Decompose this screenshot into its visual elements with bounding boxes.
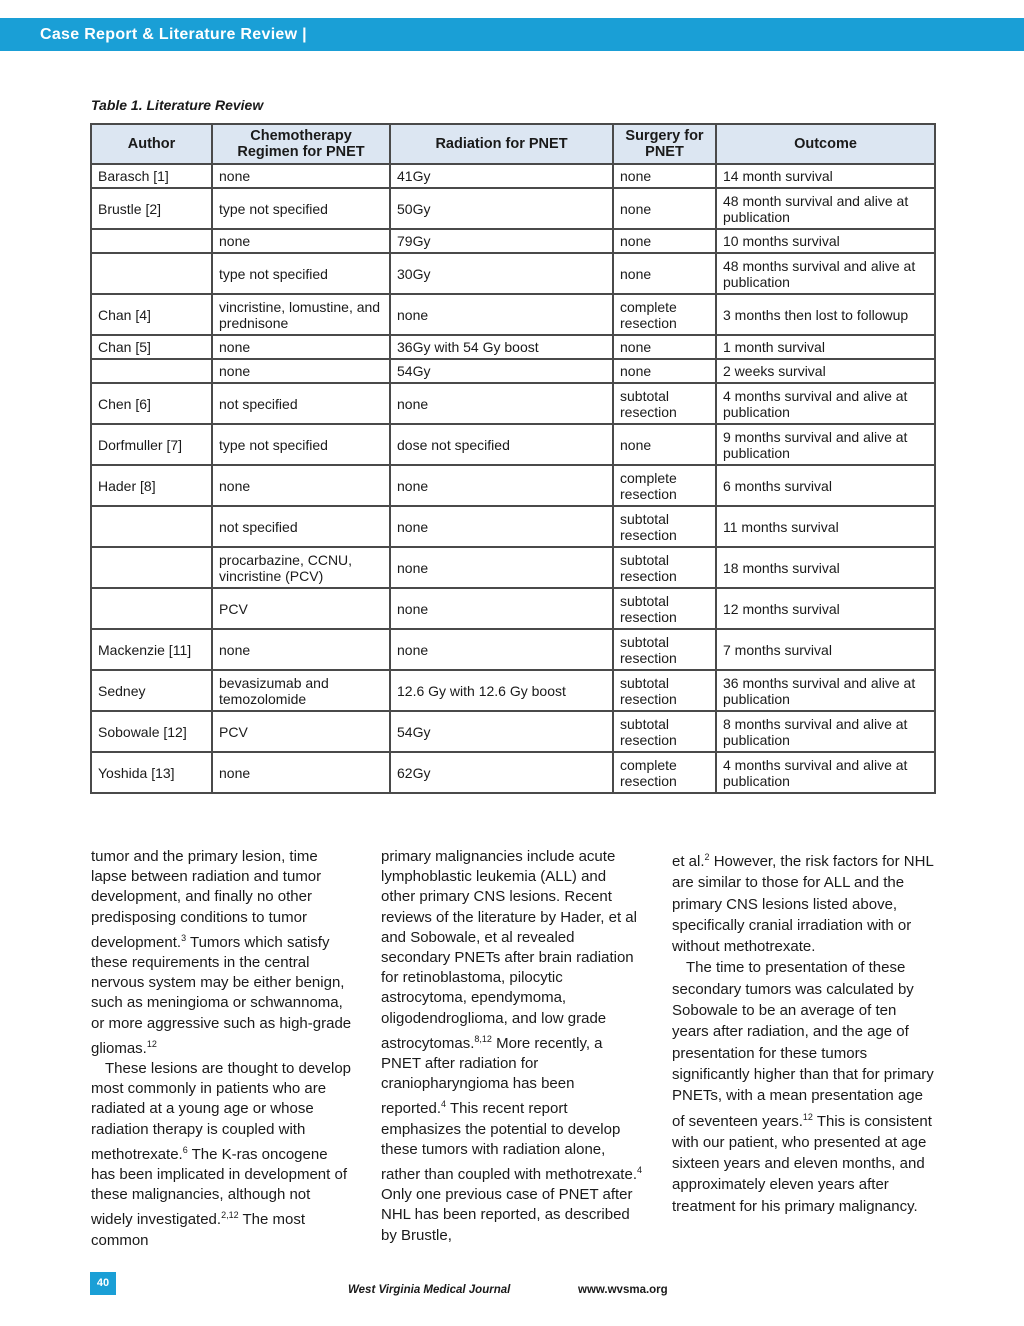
cell-radiation: 54Gy — [390, 359, 613, 383]
cell-author: Sobowale [12] — [91, 711, 212, 752]
section-banner — [0, 18, 1024, 51]
cell-surgery: complete resection — [613, 294, 716, 335]
cell-chemotherapy: type not specified — [212, 253, 390, 294]
cell-surgery: subtotal resection — [613, 588, 716, 629]
cell-surgery: subtotal resection — [613, 547, 716, 588]
cell-chemotherapy: not specified — [212, 383, 390, 424]
cell-chemotherapy: none — [212, 164, 390, 188]
cell-chemotherapy: PCV — [212, 588, 390, 629]
table-row — [91, 588, 935, 629]
cell-surgery: none — [613, 335, 716, 359]
cell-radiation: none — [390, 588, 613, 629]
cell-outcome: 48 months survival and alive at publication — [716, 253, 935, 294]
body-text: However, the risk factors for NHL are similar to those for ALL and the primary CNS lesions listed above, specifically cranial irradiation with or without methotrexate. — [672, 853, 934, 956]
body-text: et al. — [672, 853, 705, 870]
header-surgery: Surgery for PNET — [613, 124, 716, 164]
body-text: This recent report emphasizes the potential to develop these tumors with radiation alone, rather than coupled with methotrexate. — [381, 1100, 637, 1184]
cell-surgery: none — [613, 359, 716, 383]
cell-chemotherapy: none — [212, 629, 390, 670]
cell-author: Dorfmuller [7] — [91, 424, 212, 465]
cell-outcome: 10 months survival — [716, 229, 935, 253]
cell-outcome: 11 months survival — [716, 506, 935, 547]
journal-url: www.wvsma.org — [578, 1284, 668, 1296]
citation-superscript: 2,12 — [221, 1210, 239, 1221]
table-row — [91, 547, 935, 588]
cell-outcome: 9 months survival and alive at publication — [716, 424, 935, 465]
body-text: These lesions are thought to develop most commonly in patients who are radiated at a young age or whose radiation therapy is coupled with methotrexate. — [91, 1060, 351, 1163]
cell-chemotherapy: type not specified — [212, 188, 390, 229]
cell-surgery: subtotal resection — [613, 670, 716, 711]
cell-surgery: subtotal resection — [613, 506, 716, 547]
table-row — [91, 465, 935, 506]
cell-author — [91, 506, 212, 547]
table-row — [91, 253, 935, 294]
cell-chemotherapy: none — [212, 229, 390, 253]
table-row — [91, 752, 935, 793]
cell-radiation: none — [390, 506, 613, 547]
cell-surgery: none — [613, 188, 716, 229]
cell-chemotherapy: procarbazine, CCNU, vincristine (PCV) — [212, 547, 390, 588]
cell-outcome: 1 month survival — [716, 335, 935, 359]
cell-surgery: none — [613, 253, 716, 294]
citation-superscript: 2 — [704, 852, 710, 862]
cell-surgery: subtotal resection — [613, 629, 716, 670]
body-column-3 — [672, 847, 936, 1217]
page-number: 40 — [90, 1272, 116, 1295]
header-radiation: Radiation for PNET — [390, 124, 613, 164]
cell-author: Barasch [1] — [91, 164, 212, 188]
table-row — [91, 359, 935, 383]
body-text: The K-ras oncogene has been implicated in development of these malignancies, although not widely investigated. — [91, 1145, 347, 1229]
body-paragraph — [672, 847, 936, 957]
table-row — [91, 294, 935, 335]
body-text: Only one previous case of PNET after NHL has been reported, as described by Brustle, — [381, 1186, 633, 1244]
table-row — [91, 188, 935, 229]
table-row — [91, 229, 935, 253]
cell-outcome: 3 months then lost to followup — [716, 294, 935, 335]
body-text: More recently, a PNET after radiation for craniopharyngioma has been reported. — [381, 1034, 603, 1118]
table-row — [91, 670, 935, 711]
body-text: This is consistent with our patient, who presented at age sixteen years and eleven months, and approximately eleven years after treatment for his primary malignancy. — [672, 1112, 932, 1215]
body-text: primary malignancies include acute lymphoblastic leukemia (ALL) and other primary CNS lesions. Recent reviews of the literature by Hader, et al and Sobowale, et al revealed secondary PNETs after brain radiation for retinoblastoma, pilocytic astrocytoma, ependymoma, oligodendroglioma, and low grade astrocytomas. — [381, 848, 637, 1052]
body-text: Tumors which satisfy these requirements in the central nervous system may be either benign, such as meningioma or schwannoma, or more aggressive such as high-grade gliomas. — [91, 933, 352, 1057]
cell-chemotherapy: not specified — [212, 506, 390, 547]
cell-outcome: 14 month survival — [716, 164, 935, 188]
cell-chemotherapy: type not specified — [212, 424, 390, 465]
body-paragraph — [672, 957, 936, 1217]
cell-radiation: none — [390, 465, 613, 506]
header-chemotherapy: Chemotherapy Regimen for PNET — [212, 124, 390, 164]
cell-outcome: 36 months survival and alive at publication — [716, 670, 935, 711]
cell-author — [91, 229, 212, 253]
cell-surgery: subtotal resection — [613, 711, 716, 752]
citation-superscript: 6 — [182, 1144, 188, 1155]
cell-radiation: dose not specified — [390, 424, 613, 465]
body-paragraph — [381, 847, 643, 1246]
table-row — [91, 164, 935, 188]
cell-surgery: subtotal resection — [613, 383, 716, 424]
citation-superscript: 8,12 — [474, 1033, 492, 1044]
table-row — [91, 424, 935, 465]
table-row — [91, 383, 935, 424]
cell-radiation: 30Gy — [390, 253, 613, 294]
cell-author — [91, 588, 212, 629]
table-body — [91, 164, 935, 793]
table-row — [91, 506, 935, 547]
cell-outcome: 4 months survival and alive at publication — [716, 752, 935, 793]
cell-author — [91, 253, 212, 294]
cell-outcome: 2 weeks survival — [716, 359, 935, 383]
citation-superscript: 12 — [802, 1111, 813, 1122]
table-caption: Table 1. Literature Review — [91, 97, 264, 113]
cell-radiation: 12.6 Gy with 12.6 Gy boost — [390, 670, 613, 711]
cell-chemotherapy: PCV — [212, 711, 390, 752]
cell-radiation: 54Gy — [390, 711, 613, 752]
cell-outcome: 8 months survival and alive at publication — [716, 711, 935, 752]
cell-radiation: 41Gy — [390, 164, 613, 188]
cell-surgery: none — [613, 164, 716, 188]
citation-superscript: 4 — [441, 1099, 447, 1110]
cell-author — [91, 547, 212, 588]
cell-author: Chen [6] — [91, 383, 212, 424]
cell-author: Hader [8] — [91, 465, 212, 506]
cell-author: Mackenzie [11] — [91, 629, 212, 670]
cell-radiation: none — [390, 547, 613, 588]
table-header-row — [91, 124, 935, 164]
cell-radiation: none — [390, 383, 613, 424]
body-text: tumor and the primary lesion, time lapse between radiation and tumor development, and finally no other predisposing conditions to tumor development. — [91, 848, 322, 951]
cell-chemotherapy: none — [212, 752, 390, 793]
table-row — [91, 335, 935, 359]
citation-superscript: 12 — [146, 1038, 157, 1049]
literature-review-table — [90, 123, 936, 794]
body-paragraph — [91, 1059, 353, 1251]
section-title: Case Report & Literature Review | — [40, 26, 307, 43]
journal-name: West Virginia Medical Journal — [348, 1284, 511, 1296]
cell-radiation: 36Gy with 54 Gy boost — [390, 335, 613, 359]
cell-author: Sedney — [91, 670, 212, 711]
cell-outcome: 12 months survival — [716, 588, 935, 629]
cell-outcome: 18 months survival — [716, 547, 935, 588]
cell-author: Yoshida [13] — [91, 752, 212, 793]
body-paragraph — [91, 847, 353, 1059]
cell-radiation: none — [390, 294, 613, 335]
body-text: The most common — [91, 1211, 306, 1249]
cell-outcome: 6 months survival — [716, 465, 935, 506]
cell-author — [91, 359, 212, 383]
cell-author: Chan [4] — [91, 294, 212, 335]
header-author: Author — [91, 124, 212, 164]
cell-chemotherapy: bevasizumab and temozolomide — [212, 670, 390, 711]
header-outcome: Outcome — [716, 124, 935, 164]
cell-outcome: 7 months survival — [716, 629, 935, 670]
body-text: The time to presentation of these secondary tumors was calculated by Sobowale to be an average of ten years after radiation, and the age of presentation for these tumors significantly higher than that for primary PNETs, with a mean presentation age of seventeen years. — [672, 959, 934, 1130]
cell-surgery: none — [613, 424, 716, 465]
table-row — [91, 629, 935, 670]
table-row — [91, 711, 935, 752]
cell-chemotherapy: none — [212, 359, 390, 383]
cell-surgery: complete resection — [613, 465, 716, 506]
cell-author: Brustle [2] — [91, 188, 212, 229]
citation-superscript: 4 — [636, 1165, 642, 1176]
cell-surgery: none — [613, 229, 716, 253]
citation-superscript: 3 — [181, 932, 187, 943]
body-column-2 — [381, 847, 643, 1246]
cell-radiation: 79Gy — [390, 229, 613, 253]
cell-chemotherapy: vincristine, lomustine, and prednisone — [212, 294, 390, 335]
cell-surgery: complete resection — [613, 752, 716, 793]
body-column-1 — [91, 847, 353, 1251]
cell-outcome: 48 month survival and alive at publication — [716, 188, 935, 229]
cell-outcome: 4 months survival and alive at publication — [716, 383, 935, 424]
cell-radiation: 50Gy — [390, 188, 613, 229]
cell-radiation: 62Gy — [390, 752, 613, 793]
cell-author: Chan [5] — [91, 335, 212, 359]
cell-chemotherapy: none — [212, 335, 390, 359]
cell-radiation: none — [390, 629, 613, 670]
cell-chemotherapy: none — [212, 465, 390, 506]
